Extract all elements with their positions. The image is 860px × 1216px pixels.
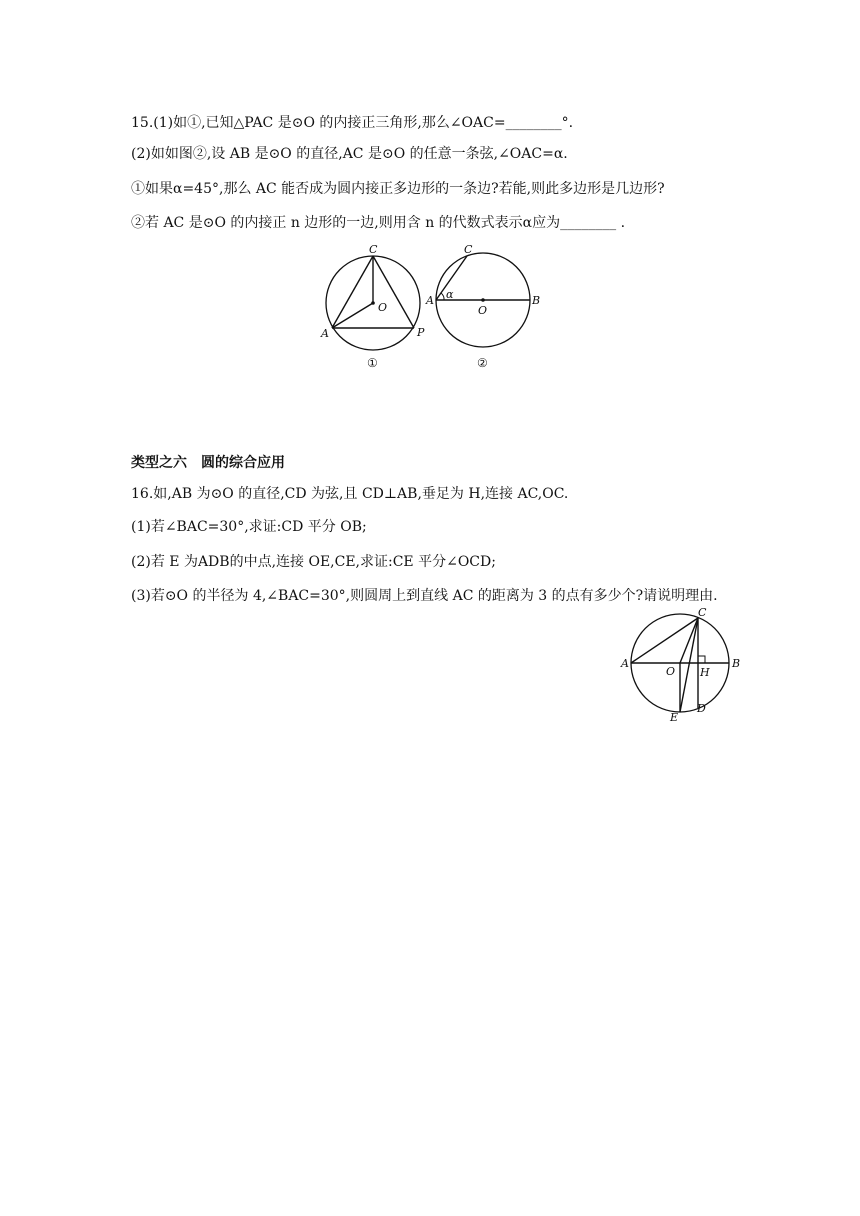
fig2-label-o: O — [478, 304, 488, 317]
q15-line-3: ①如果α=45°,那么 AC 能否成为圆内接正多边形的一条边?若能,则此多边形是几边形? — [131, 181, 665, 197]
fig16-segment-ce — [680, 618, 698, 712]
fig1-caption: ① — [367, 356, 378, 370]
q16-line-3: (2)若 E 为ADB的中点,连接 OE,CE,求证:CE 平分∠OCD; — [131, 554, 496, 570]
q16-line-2: (1)若∠BAC=30°,求证:CD 平分 OB; — [131, 519, 367, 535]
fig16-label-e: E — [670, 711, 679, 724]
fig2-caption: ② — [477, 356, 488, 370]
fig16-label-b: B — [732, 657, 741, 670]
fig16-segment-ac — [631, 618, 698, 663]
section-title: 类型之六 圆的综合应用 — [131, 455, 285, 471]
fig16-label-o: O — [666, 665, 676, 678]
q16-line-1: 16.如,AB 为⊙O 的直径,CD 为弦,且 CD⊥AB,垂足为 H,连接 AC,OC. — [131, 486, 569, 502]
fig2-label-b: B — [532, 294, 541, 307]
fig2-angle-arc — [441, 293, 444, 300]
fig1-label-o: O — [378, 301, 388, 314]
fig1-segment-pc — [373, 256, 414, 328]
q16-line-4: (3)若⊙O 的半径为 4,∠BAC=30°,则圆周上到直线 AC 的距离为 3 的点有多少个?请说明理由. — [131, 588, 718, 604]
fig16-label-d: D — [697, 702, 706, 715]
fig16-label-a: A — [621, 657, 629, 670]
fig2-center-dot — [481, 298, 485, 302]
q15-line-1: 15.(1)如①,已知△PAC 是⊙O 的内接正三角形,那么∠OAC=________°. — [131, 115, 574, 131]
fig16-label-h: H — [700, 666, 710, 679]
fig16-right-angle-mark — [698, 656, 705, 663]
fig2-label-c: C — [464, 243, 473, 256]
fig1-segment-ao — [332, 303, 373, 328]
fig16-label-c: C — [698, 606, 707, 619]
fig1-segment-ca — [332, 256, 373, 328]
fig2-label-a: A — [426, 294, 434, 307]
fig1-label-a: A — [321, 327, 329, 340]
figure-2 — [422, 240, 552, 370]
q15-line-4: ②若 AC 是⊙O 的内接正 n 边形的一边,则用含 n 的代数式表示α应为________ . — [131, 215, 626, 231]
figure-16 — [618, 608, 758, 723]
q15-line-2: (2)如如图②,设 AB 是⊙O 的直径,AC 是⊙O 的任意一条弦,∠OAC=α. — [131, 146, 568, 162]
fig1-label-c: C — [369, 243, 378, 256]
fig1-label-p: P — [417, 326, 425, 339]
fig1-center-dot — [371, 301, 375, 305]
figure-1 — [318, 240, 438, 370]
fig2-label-alpha: α — [446, 288, 454, 301]
